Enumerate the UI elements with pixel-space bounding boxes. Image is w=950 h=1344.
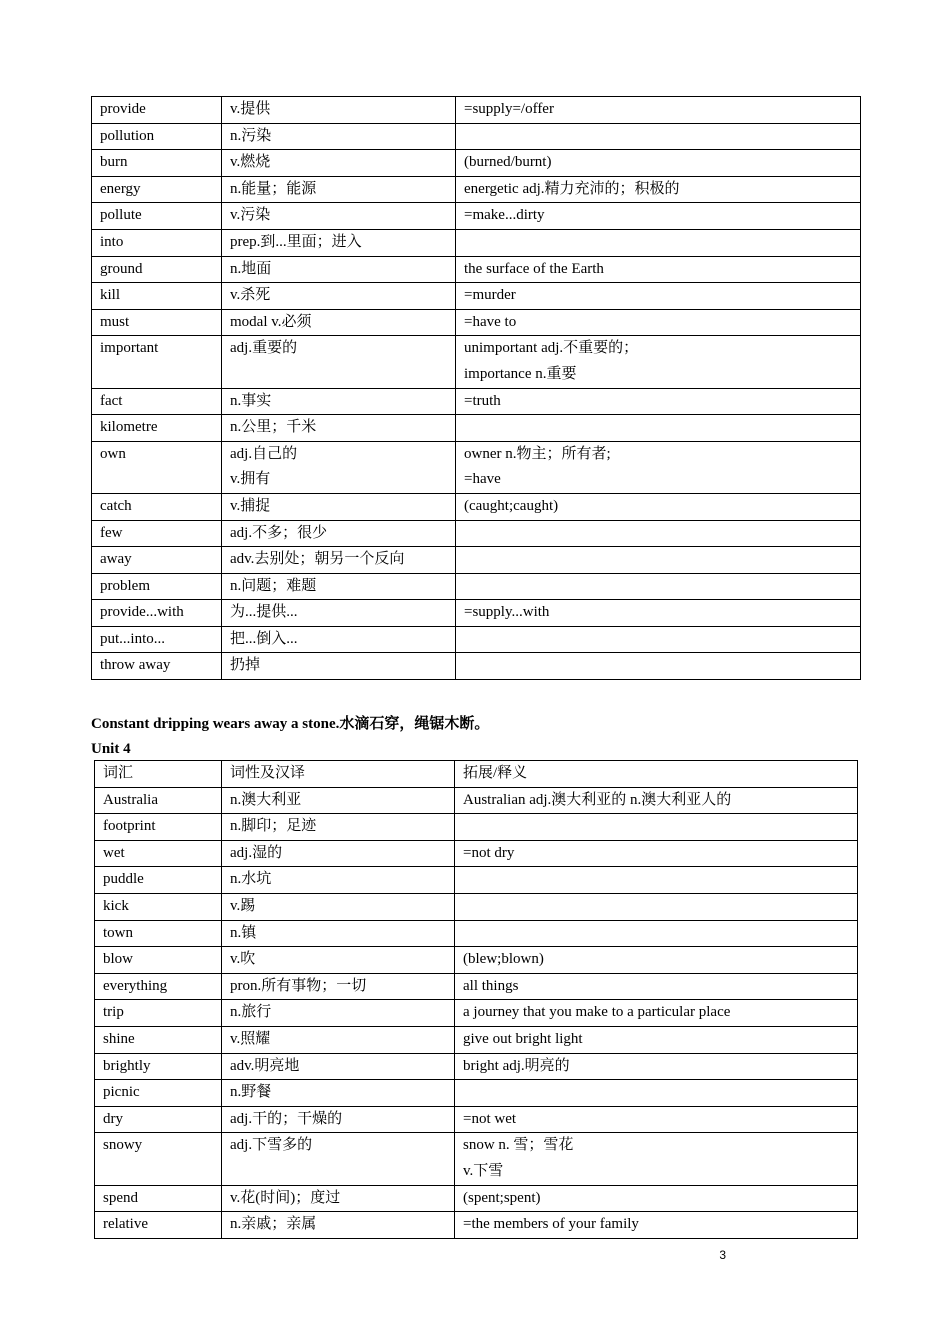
word-cell: kill	[92, 283, 222, 310]
table-row	[92, 441, 861, 493]
pos-line: v.燃烧	[230, 154, 271, 171]
word-cell: footprint	[95, 814, 222, 841]
page-number: 3	[719, 1248, 726, 1262]
pos-translation-cell	[222, 653, 456, 680]
word-cell: burn	[92, 150, 222, 177]
extension-line: =not wet	[463, 1110, 517, 1127]
pos-translation-cell	[222, 814, 455, 841]
word-cell: pollute	[92, 203, 222, 230]
extension-line: v.下雪	[463, 1162, 504, 1179]
extension-line: (burned/burnt)	[464, 154, 552, 171]
word-cell: into	[92, 229, 222, 256]
pos-line: v.吹	[230, 951, 256, 968]
pos-line: n.野餐	[230, 1084, 272, 1101]
pos-line: adj.不多；很少	[230, 524, 328, 541]
word-cell: spend	[95, 1185, 222, 1212]
table-row	[92, 388, 861, 415]
table-row	[95, 1000, 858, 1027]
pos-line: v.踢	[230, 897, 256, 914]
extension-cell	[455, 840, 858, 867]
extension-cell	[455, 1053, 858, 1080]
pos-translation-cell	[222, 947, 455, 974]
pos-translation-cell	[222, 1000, 455, 1027]
pos-line: adv.去别处；朝另一个反向	[230, 551, 405, 568]
extension-cell	[456, 520, 861, 547]
table-row	[92, 520, 861, 547]
pos-line: n.镇	[230, 924, 257, 941]
vocab-table-2-body	[95, 787, 858, 1238]
word-cell: wet	[95, 840, 222, 867]
extension-cell	[456, 653, 861, 680]
pos-line: n.污染	[230, 127, 272, 144]
pos-line: n.地面	[230, 260, 272, 277]
extension-line: owner n.物主；所有者;	[464, 445, 611, 462]
pos-line: n.亲戚；亲属	[230, 1216, 317, 1233]
vocab-table-2	[94, 760, 858, 1239]
extension-cell	[456, 600, 861, 627]
extension-cell	[455, 1026, 858, 1053]
extension-cell	[455, 1000, 858, 1027]
extension-cell	[455, 1212, 858, 1239]
pos-line: modal v.必须	[230, 313, 312, 330]
extension-line	[464, 627, 852, 653]
pos-line: n.问题；难题	[230, 577, 317, 594]
extension-cell	[456, 150, 861, 177]
extension-line: unimportant adj.不重要的；	[464, 340, 639, 357]
extension-line: a journey that you make to a particular place	[463, 1004, 731, 1021]
pos-translation-cell	[222, 1212, 455, 1239]
word-cell: town	[95, 920, 222, 947]
table-row	[95, 1212, 858, 1239]
extension-cell	[456, 626, 861, 653]
extension-line: =supply=/offer	[464, 101, 554, 117]
word-cell: shine	[95, 1026, 222, 1053]
extension-line: importance n.重要	[464, 365, 577, 382]
word-cell: picnic	[95, 1080, 222, 1107]
word-cell: puddle	[95, 867, 222, 894]
extension-line: =truth	[464, 392, 501, 409]
extension-cell	[456, 388, 861, 415]
word-cell: dry	[95, 1106, 222, 1133]
pos-translation-cell	[222, 973, 455, 1000]
word-cell: brightly	[95, 1053, 222, 1080]
extension-line: =the members of your family	[463, 1216, 639, 1233]
pos-translation-cell	[222, 229, 456, 256]
word-cell: important	[92, 336, 222, 388]
word-cell: ground	[92, 256, 222, 283]
pos-line: n.公里；千米	[230, 419, 317, 436]
extension-cell	[455, 1106, 858, 1133]
word-cell: fact	[92, 388, 222, 415]
extension-cell	[455, 920, 858, 947]
extension-line: energetic adj.精力充沛的；积极的	[464, 180, 680, 197]
table-row	[92, 176, 861, 203]
pos-line: pron.所有事物；一切	[230, 977, 367, 994]
extension-line: all things	[463, 977, 519, 994]
extension-cell	[456, 336, 861, 388]
extension-line	[463, 814, 849, 840]
extension-line: (spent;spent)	[463, 1189, 541, 1206]
extension-line: =not dry	[463, 844, 515, 861]
extension-cell	[455, 814, 858, 841]
extension-cell	[455, 1133, 858, 1185]
extension-line	[464, 415, 852, 441]
table-row	[95, 787, 858, 814]
table-row	[95, 1026, 858, 1053]
pos-line: 扔掉	[230, 657, 261, 674]
extension-cell	[456, 176, 861, 203]
pos-line: n.旅行	[230, 1004, 272, 1021]
pos-line: adv.明亮地	[230, 1057, 300, 1074]
pos-translation-cell	[222, 573, 456, 600]
extension-line: the surface of the Earth	[464, 260, 604, 277]
pos-translation-cell	[222, 1053, 455, 1080]
pos-translation-cell	[222, 920, 455, 947]
table-row	[92, 336, 861, 388]
table-row	[92, 415, 861, 442]
pos-line: n.水坑	[230, 871, 272, 888]
header-extension: 拓展/释义	[455, 761, 858, 788]
word-cell: energy	[92, 176, 222, 203]
table-header-row	[95, 761, 858, 788]
table-row	[95, 814, 858, 841]
word-cell: provide	[92, 97, 222, 124]
pos-translation-cell	[222, 415, 456, 442]
word-cell: everything	[95, 973, 222, 1000]
extension-line: (caught;caught)	[464, 497, 559, 514]
table-row	[95, 867, 858, 894]
unit-title: Unit 4	[91, 741, 131, 757]
table-row	[95, 893, 858, 920]
table-row	[95, 840, 858, 867]
table-row	[95, 920, 858, 947]
extension-cell	[456, 493, 861, 520]
extension-line: =have	[464, 471, 501, 488]
extension-line: =have to	[464, 313, 517, 330]
pos-translation-cell	[222, 176, 456, 203]
word-cell: put...into...	[92, 626, 222, 653]
word-cell: throw away	[92, 653, 222, 680]
word-cell: catch	[92, 493, 222, 520]
pos-line: v.杀死	[230, 287, 271, 304]
extension-line	[464, 653, 852, 679]
pos-line: v.污染	[230, 207, 271, 224]
word-cell: trip	[95, 1000, 222, 1027]
pos-translation-cell	[222, 388, 456, 415]
extension-line	[463, 894, 849, 920]
pos-translation-cell	[222, 1106, 455, 1133]
extension-line: =make...dirty	[464, 207, 545, 224]
vocab-table-1-body	[92, 97, 861, 680]
extension-line	[464, 574, 852, 600]
table-row	[95, 947, 858, 974]
table-row	[92, 123, 861, 150]
word-cell: Australia	[95, 787, 222, 814]
pos-translation-cell	[222, 520, 456, 547]
pos-translation-cell	[222, 150, 456, 177]
proverb-text: Constant dripping wears away a stone.水滴石穿，绳锯木断。	[91, 716, 490, 732]
extension-cell	[456, 573, 861, 600]
table-row	[95, 1106, 858, 1133]
pos-line: n.脚印；足迹	[230, 818, 317, 835]
extension-cell	[456, 283, 861, 310]
extension-line	[463, 867, 849, 893]
extension-cell	[455, 787, 858, 814]
pos-line: 把...倒入...	[230, 630, 298, 647]
table-row	[92, 653, 861, 680]
pos-translation-cell	[222, 283, 456, 310]
extension-line	[464, 547, 852, 573]
pos-translation-cell	[222, 336, 456, 388]
extension-cell	[455, 1185, 858, 1212]
extension-cell	[456, 256, 861, 283]
word-cell: must	[92, 309, 222, 336]
pos-line: prep.到...里面；进入	[230, 233, 362, 250]
extension-cell	[456, 415, 861, 442]
table-row	[95, 1185, 858, 1212]
pos-translation-cell	[222, 203, 456, 230]
table-row	[92, 256, 861, 283]
pos-line: adj.重要的	[230, 340, 298, 357]
table-row	[92, 97, 861, 124]
pos-line: v.拥有	[230, 471, 271, 488]
pos-translation-cell	[222, 1133, 455, 1185]
table-row	[92, 626, 861, 653]
pos-translation-cell	[222, 867, 455, 894]
table-row	[92, 493, 861, 520]
word-cell: kick	[95, 893, 222, 920]
extension-line	[464, 124, 852, 150]
extension-cell	[455, 893, 858, 920]
pos-line: n.事实	[230, 392, 272, 409]
pos-translation-cell	[222, 493, 456, 520]
pos-line: v.花(时间)；度过	[230, 1189, 341, 1206]
extension-cell	[455, 973, 858, 1000]
extension-cell	[455, 867, 858, 894]
pos-translation-cell	[222, 547, 456, 574]
pos-translation-cell	[222, 97, 456, 124]
extension-line: =supply...with	[464, 604, 550, 621]
table-row	[95, 1080, 858, 1107]
extension-line	[463, 1080, 849, 1106]
table-row	[92, 229, 861, 256]
table-row	[92, 600, 861, 627]
word-cell: away	[92, 547, 222, 574]
pos-line: adj.自己的	[230, 445, 298, 462]
table-row	[92, 203, 861, 230]
extension-line: (blew;blown)	[463, 951, 544, 968]
table-row	[92, 309, 861, 336]
pos-line: adj.下雪多的	[230, 1137, 313, 1154]
header-pos: 词性及汉译	[222, 761, 455, 788]
pos-translation-cell	[222, 1026, 455, 1053]
extension-line: give out bright light	[463, 1030, 583, 1047]
word-cell: few	[92, 520, 222, 547]
pos-line: 为...提供...	[230, 604, 298, 621]
pos-translation-cell	[222, 309, 456, 336]
table-row	[95, 1133, 858, 1185]
pos-line: adj.湿的	[230, 844, 283, 861]
pos-line: v.照耀	[230, 1030, 271, 1047]
word-cell: blow	[95, 947, 222, 974]
table-row	[92, 547, 861, 574]
table-row	[92, 573, 861, 600]
word-cell: pollution	[92, 123, 222, 150]
extension-cell	[455, 1080, 858, 1107]
pos-translation-cell	[222, 256, 456, 283]
extension-cell	[456, 203, 861, 230]
word-cell: provide...with	[92, 600, 222, 627]
extension-cell	[456, 229, 861, 256]
table-row	[95, 1053, 858, 1080]
extension-line	[463, 921, 849, 947]
header-word: 词汇	[95, 761, 222, 788]
word-cell: snowy	[95, 1133, 222, 1185]
word-cell: own	[92, 441, 222, 493]
extension-cell	[456, 97, 861, 124]
pos-translation-cell	[222, 441, 456, 493]
table-row	[92, 283, 861, 310]
extension-cell	[456, 441, 861, 493]
pos-translation-cell	[222, 1080, 455, 1107]
vocab-table-1	[91, 96, 861, 680]
extension-line: Australian adj.澳大利亚的 n.澳大利亚人的	[463, 791, 732, 808]
word-cell: problem	[92, 573, 222, 600]
pos-line: v.捕捉	[230, 497, 271, 514]
pos-line: n.能量；能源	[230, 180, 317, 197]
extension-line	[464, 230, 852, 256]
extension-cell	[456, 123, 861, 150]
pos-line: adj.干的；干燥的	[230, 1110, 343, 1127]
word-cell: kilometre	[92, 415, 222, 442]
table-row	[95, 973, 858, 1000]
pos-translation-cell	[222, 840, 455, 867]
extension-line	[464, 521, 852, 547]
pos-translation-cell	[222, 787, 455, 814]
extension-line: =murder	[464, 287, 516, 304]
pos-translation-cell	[222, 626, 456, 653]
extension-line: snow n. 雪；雪花	[463, 1137, 574, 1154]
extension-cell	[455, 947, 858, 974]
extension-cell	[456, 309, 861, 336]
pos-line: n.澳大利亚	[230, 791, 302, 808]
word-cell: relative	[95, 1212, 222, 1239]
extension-line: bright adj.明亮的	[463, 1057, 570, 1074]
pos-line: v.提供	[230, 101, 271, 117]
pos-translation-cell	[222, 123, 456, 150]
pos-translation-cell	[222, 600, 456, 627]
table-row	[92, 150, 861, 177]
pos-translation-cell	[222, 1185, 455, 1212]
pos-translation-cell	[222, 893, 455, 920]
extension-cell	[456, 547, 861, 574]
